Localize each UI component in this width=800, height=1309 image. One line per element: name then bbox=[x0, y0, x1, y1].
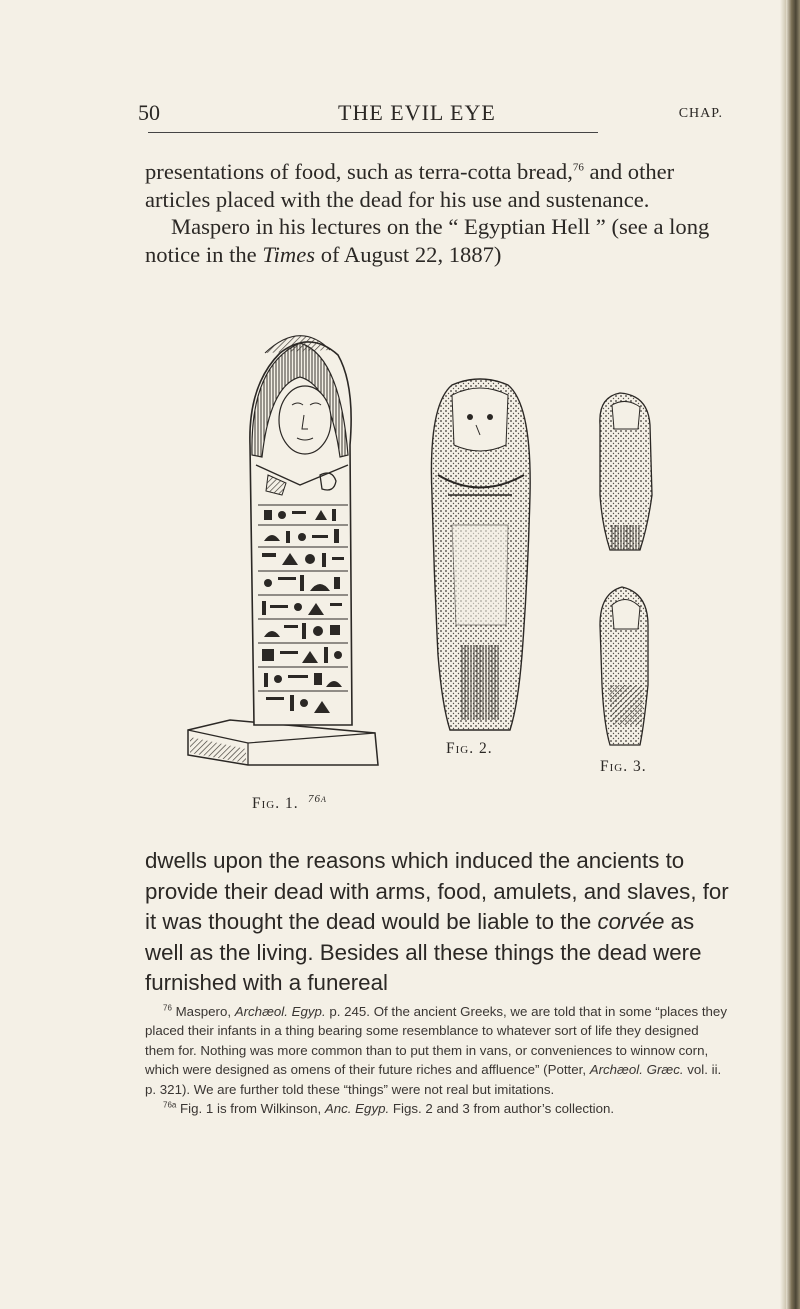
paragraph-dwells-text-b: as well as the living. Besides all these things the dead were furnished with a funereal bbox=[145, 909, 702, 996]
book-binding-edge bbox=[786, 0, 800, 1309]
footnote-76a-text-a: Fig. 1 is from Wilkinson, bbox=[176, 1101, 325, 1117]
footnote-76 bbox=[145, 1002, 730, 1099]
paragraph-food bbox=[145, 158, 741, 213]
fig2-caption: Fig. 2. bbox=[446, 740, 493, 757]
fig1-caption: Fig. 1. bbox=[252, 795, 299, 812]
paragraph-maspero bbox=[145, 213, 741, 268]
paragraph-maspero-text-b: of August 22, 1887) bbox=[315, 241, 502, 267]
footnote-76a-number: 76a bbox=[163, 1100, 177, 1110]
paragraph-food-text-a: presentations of food, such as terra-cotta bread, bbox=[145, 159, 573, 184]
footnote-76-text-a: Maspero, bbox=[171, 1004, 235, 1019]
page-header bbox=[138, 100, 723, 130]
fig3-ushabti-upper bbox=[600, 393, 652, 550]
fig3-caption: Fig. 3. bbox=[600, 758, 647, 775]
paragraph-dwells bbox=[145, 846, 730, 999]
fig1-footnote-ref: 76a bbox=[308, 793, 327, 805]
corvee-italic: corvée bbox=[597, 909, 665, 935]
paragraph-food-text-b: and other articles placed with the dead for his use and sustenance. bbox=[145, 159, 675, 212]
footnote-76-italic-a: Archæol. Egyp. bbox=[234, 1004, 326, 1019]
footnote-ref-76: 76 bbox=[572, 161, 584, 174]
times-italic: Times bbox=[262, 241, 316, 267]
fig2-ushabti bbox=[431, 379, 530, 730]
footnote-76a-italic: Anc. Egyp. bbox=[324, 1101, 390, 1117]
upper-text-block bbox=[145, 158, 741, 268]
paragraph-dwells-text-a: dwells upon the reasons which induced the ancients to provide their dead with arms, food, amulets, and slaves, for it was thought the dead would be liable to the bbox=[145, 848, 729, 935]
footnote-76-italic-b: Archæol. Græc. bbox=[589, 1062, 684, 1078]
fig1-ushabti bbox=[188, 336, 378, 765]
header-rule bbox=[148, 132, 598, 133]
footnote-76-number: 76 bbox=[163, 1003, 172, 1013]
footnotes bbox=[145, 1002, 730, 1118]
footnote-76a bbox=[145, 1099, 730, 1118]
fig3-ushabti-lower bbox=[600, 587, 648, 745]
footnote-76-text-b: p. 245. Of the ancient Greeks, we are told that in some “places they placed their infants in a thing bearing some resemblance to whatever sort of life they designed them for. Nothing was more common than to put them in vans, or conveniences to winnow corn, which were designed as omens of their future riches and affluence” (Potter, bbox=[145, 1004, 727, 1078]
paragraph-maspero-text-a: Maspero in his lectures on the “ Egyptian Hell ” (see a long notice in the bbox=[145, 214, 710, 267]
lower-text-block bbox=[145, 846, 730, 999]
running-title: THE EVIL EYE bbox=[338, 100, 496, 125]
ushabti-figures-illustration bbox=[170, 325, 730, 805]
chapter-label: CHAP. bbox=[678, 106, 723, 121]
footnote-76-text-c: vol. ii. p. 321). We are further told these “things” were not real but imitations. bbox=[145, 1062, 722, 1097]
footnote-76a-text-b: Figs. 2 and 3 from author’s collection. bbox=[389, 1101, 615, 1117]
page-number: 50 bbox=[138, 100, 160, 125]
